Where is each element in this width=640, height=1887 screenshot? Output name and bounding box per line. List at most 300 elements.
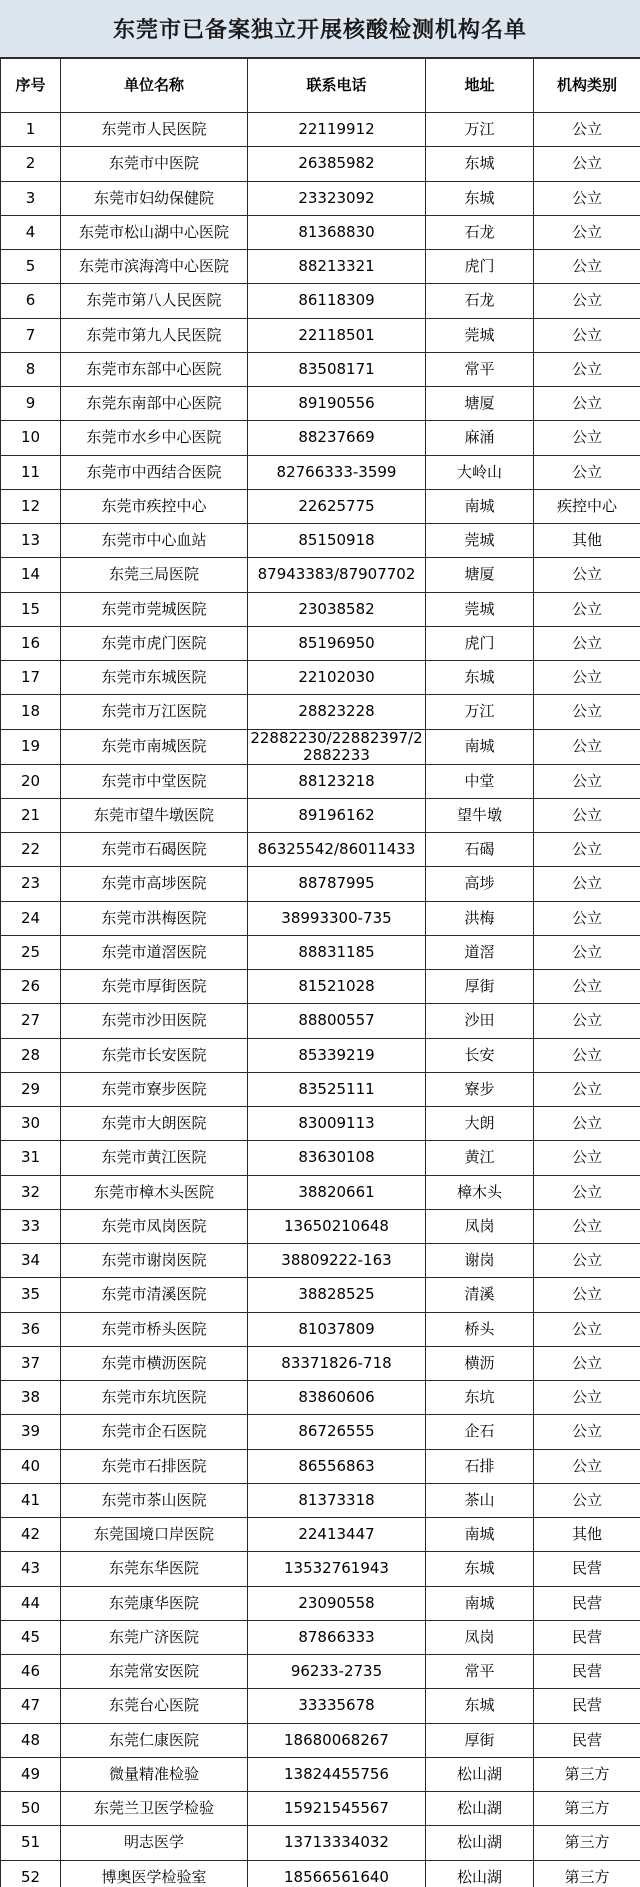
cell-unit-name: 东莞市人民医院 xyxy=(61,113,248,147)
cell-unit-name: 东莞市东部中心医院 xyxy=(61,352,248,386)
table-row xyxy=(1,387,640,421)
cell-index: 52 xyxy=(1,1860,61,1887)
cell-phone: 87866333 xyxy=(248,1620,426,1654)
header-row xyxy=(1,59,640,113)
table-row xyxy=(1,1483,640,1517)
table-row xyxy=(1,867,640,901)
table-row xyxy=(1,215,640,249)
cell-category: 其他 xyxy=(534,1518,640,1552)
table-row xyxy=(1,284,640,318)
cell-address: 松山湖 xyxy=(426,1826,534,1860)
cell-unit-name: 东莞市中堂医院 xyxy=(61,764,248,798)
table-row xyxy=(1,695,640,729)
cell-phone: 22413447 xyxy=(248,1518,426,1552)
table-row xyxy=(1,1107,640,1141)
cell-unit-name: 东莞市洪梅医院 xyxy=(61,901,248,935)
cell-address: 望牛墩 xyxy=(426,798,534,832)
cell-index: 49 xyxy=(1,1757,61,1791)
cell-category: 公立 xyxy=(534,1346,640,1380)
cell-address: 大岭山 xyxy=(426,455,534,489)
cell-index: 33 xyxy=(1,1209,61,1243)
header-phone: 联系电话 xyxy=(248,59,426,113)
table-row xyxy=(1,1826,640,1860)
cell-unit-name: 东莞市谢岗医院 xyxy=(61,1244,248,1278)
cell-index: 25 xyxy=(1,935,61,969)
cell-address: 中堂 xyxy=(426,764,534,798)
cell-phone: 86325542/86011433 xyxy=(248,833,426,867)
cell-phone: 22119912 xyxy=(248,113,426,147)
cell-category: 第三方 xyxy=(534,1792,640,1826)
cell-index: 1 xyxy=(1,113,61,147)
cell-unit-name: 东莞市凤岗医院 xyxy=(61,1209,248,1243)
table-row xyxy=(1,1518,640,1552)
cell-index: 19 xyxy=(1,729,61,764)
cell-phone: 88831185 xyxy=(248,935,426,969)
cell-index: 5 xyxy=(1,250,61,284)
cell-address: 塘厦 xyxy=(426,558,534,592)
table-row xyxy=(1,421,640,455)
cell-address: 石龙 xyxy=(426,215,534,249)
cell-unit-name: 东莞市中西结合医院 xyxy=(61,455,248,489)
title-bar xyxy=(0,0,640,58)
cell-unit-name: 东莞市中医院 xyxy=(61,147,248,181)
cell-category: 公立 xyxy=(534,1072,640,1106)
cell-phone: 88237669 xyxy=(248,421,426,455)
cell-address: 东城 xyxy=(426,661,534,695)
cell-index: 21 xyxy=(1,798,61,832)
cell-phone: 18566561640 xyxy=(248,1860,426,1887)
cell-category: 公立 xyxy=(534,318,640,352)
cell-unit-name: 东莞市厚街医院 xyxy=(61,970,248,1004)
cell-index: 46 xyxy=(1,1655,61,1689)
cell-category: 公立 xyxy=(534,1278,640,1312)
page-title: 东莞市已备案独立开展核酸检测机构名单 xyxy=(112,18,527,43)
cell-category: 公立 xyxy=(534,1004,640,1038)
cell-index: 2 xyxy=(1,147,61,181)
cell-category: 公立 xyxy=(534,558,640,592)
cell-address: 东城 xyxy=(426,181,534,215)
cell-unit-name: 东莞市万江医院 xyxy=(61,695,248,729)
cell-address: 凤岗 xyxy=(426,1209,534,1243)
table-row xyxy=(1,970,640,1004)
cell-phone: 88123218 xyxy=(248,764,426,798)
table-row xyxy=(1,1312,640,1346)
cell-address: 南城 xyxy=(426,489,534,523)
cell-unit-name: 东莞市沙田医院 xyxy=(61,1004,248,1038)
cell-index: 3 xyxy=(1,181,61,215)
cell-category: 公立 xyxy=(534,970,640,1004)
cell-phone: 15921545567 xyxy=(248,1792,426,1826)
cell-address: 洪梅 xyxy=(426,901,534,935)
cell-index: 40 xyxy=(1,1449,61,1483)
cell-phone: 88213321 xyxy=(248,250,426,284)
cell-index: 47 xyxy=(1,1689,61,1723)
cell-index: 11 xyxy=(1,455,61,489)
table-row xyxy=(1,250,640,284)
cell-category: 公立 xyxy=(534,1209,640,1243)
table-row xyxy=(1,1415,640,1449)
cell-address: 黄江 xyxy=(426,1141,534,1175)
cell-category: 公立 xyxy=(534,798,640,832)
cell-index: 27 xyxy=(1,1004,61,1038)
cell-address: 企石 xyxy=(426,1415,534,1449)
cell-index: 35 xyxy=(1,1278,61,1312)
cell-phone: 28823228 xyxy=(248,695,426,729)
header-category: 机构类别 xyxy=(534,59,640,113)
cell-category: 公立 xyxy=(534,352,640,386)
table-row xyxy=(1,935,640,969)
cell-address: 莞城 xyxy=(426,592,534,626)
cell-index: 7 xyxy=(1,318,61,352)
cell-unit-name: 东莞市东坑医院 xyxy=(61,1381,248,1415)
cell-address: 凤岗 xyxy=(426,1620,534,1654)
cell-phone: 13532761943 xyxy=(248,1552,426,1586)
table-row xyxy=(1,1381,640,1415)
cell-phone: 13824455756 xyxy=(248,1757,426,1791)
table-row xyxy=(1,1278,640,1312)
cell-unit-name: 东莞市东城医院 xyxy=(61,661,248,695)
cell-index: 22 xyxy=(1,833,61,867)
cell-index: 18 xyxy=(1,695,61,729)
cell-category: 公立 xyxy=(534,113,640,147)
cell-unit-name: 东莞市横沥医院 xyxy=(61,1346,248,1380)
cell-category: 民营 xyxy=(534,1723,640,1757)
cell-unit-name: 东莞市第九人民医院 xyxy=(61,318,248,352)
cell-address: 寮步 xyxy=(426,1072,534,1106)
cell-phone: 22625775 xyxy=(248,489,426,523)
table-row xyxy=(1,1141,640,1175)
cell-phone: 33335678 xyxy=(248,1689,426,1723)
table-row xyxy=(1,764,640,798)
cell-address: 厚街 xyxy=(426,1723,534,1757)
cell-address: 厚街 xyxy=(426,970,534,1004)
cell-unit-name: 东莞兰卫医学检验 xyxy=(61,1792,248,1826)
cell-address: 东坑 xyxy=(426,1381,534,1415)
table-row xyxy=(1,1655,640,1689)
cell-index: 8 xyxy=(1,352,61,386)
cell-address: 横沥 xyxy=(426,1346,534,1380)
cell-phone: 83860606 xyxy=(248,1381,426,1415)
cell-category: 第三方 xyxy=(534,1757,640,1791)
cell-address: 谢岗 xyxy=(426,1244,534,1278)
cell-index: 38 xyxy=(1,1381,61,1415)
cell-phone: 22118501 xyxy=(248,318,426,352)
cell-category: 民营 xyxy=(534,1655,640,1689)
table-row xyxy=(1,1346,640,1380)
cell-index: 4 xyxy=(1,215,61,249)
cell-unit-name: 微量精准检验 xyxy=(61,1757,248,1791)
cell-category: 公立 xyxy=(534,1107,640,1141)
cell-category: 公立 xyxy=(534,1449,640,1483)
table-row xyxy=(1,181,640,215)
cell-category: 第三方 xyxy=(534,1826,640,1860)
cell-unit-name: 东莞市茶山医院 xyxy=(61,1483,248,1517)
cell-unit-name: 东莞三局医院 xyxy=(61,558,248,592)
cell-index: 29 xyxy=(1,1072,61,1106)
cell-unit-name: 东莞市莞城医院 xyxy=(61,592,248,626)
cell-category: 公立 xyxy=(534,1415,640,1449)
cell-unit-name: 东莞市滨海湾中心医院 xyxy=(61,250,248,284)
cell-unit-name: 东莞市企石医院 xyxy=(61,1415,248,1449)
cell-index: 37 xyxy=(1,1346,61,1380)
cell-phone: 26385982 xyxy=(248,147,426,181)
cell-index: 41 xyxy=(1,1483,61,1517)
cell-category: 公立 xyxy=(534,695,640,729)
cell-category: 民营 xyxy=(534,1689,640,1723)
table-row xyxy=(1,113,640,147)
cell-category: 公立 xyxy=(534,215,640,249)
cell-unit-name: 东莞市樟木头医院 xyxy=(61,1175,248,1209)
table-row xyxy=(1,489,640,523)
cell-unit-name: 东莞东华医院 xyxy=(61,1552,248,1586)
table-row xyxy=(1,1038,640,1072)
table-row xyxy=(1,558,640,592)
cell-category: 民营 xyxy=(534,1620,640,1654)
cell-category: 公立 xyxy=(534,1141,640,1175)
cell-category: 公立 xyxy=(534,626,640,660)
cell-phone: 89196162 xyxy=(248,798,426,832)
cell-phone: 83009113 xyxy=(248,1107,426,1141)
table-row xyxy=(1,1586,640,1620)
cell-category: 公立 xyxy=(534,1483,640,1517)
table-row xyxy=(1,1072,640,1106)
cell-address: 常平 xyxy=(426,1655,534,1689)
cell-index: 51 xyxy=(1,1826,61,1860)
cell-unit-name: 东莞市长安医院 xyxy=(61,1038,248,1072)
cell-phone: 13650210648 xyxy=(248,1209,426,1243)
cell-category: 公立 xyxy=(534,661,640,695)
cell-phone: 96233-2735 xyxy=(248,1655,426,1689)
table-row xyxy=(1,1244,640,1278)
cell-index: 20 xyxy=(1,764,61,798)
cell-unit-name: 东莞市清溪医院 xyxy=(61,1278,248,1312)
cell-address: 樟木头 xyxy=(426,1175,534,1209)
cell-unit-name: 东莞广济医院 xyxy=(61,1620,248,1654)
cell-phone: 82766333-3599 xyxy=(248,455,426,489)
cell-index: 16 xyxy=(1,626,61,660)
cell-index: 43 xyxy=(1,1552,61,1586)
cell-unit-name: 东莞市高埗医院 xyxy=(61,867,248,901)
cell-category: 公立 xyxy=(534,867,640,901)
cell-phone: 85196950 xyxy=(248,626,426,660)
table-row xyxy=(1,1723,640,1757)
table-row xyxy=(1,1175,640,1209)
cell-category: 公立 xyxy=(534,387,640,421)
cell-address: 清溪 xyxy=(426,1278,534,1312)
cell-category: 疾控中心 xyxy=(534,489,640,523)
cell-category: 公立 xyxy=(534,1244,640,1278)
cell-unit-name: 东莞市南城医院 xyxy=(61,729,248,764)
cell-phone: 38828525 xyxy=(248,1278,426,1312)
cell-address: 虎门 xyxy=(426,626,534,660)
cell-index: 42 xyxy=(1,1518,61,1552)
cell-index: 28 xyxy=(1,1038,61,1072)
cell-category: 公立 xyxy=(534,833,640,867)
cell-address: 茶山 xyxy=(426,1483,534,1517)
table-row xyxy=(1,901,640,935)
cell-phone: 89190556 xyxy=(248,387,426,421)
cell-index: 34 xyxy=(1,1244,61,1278)
cell-phone: 85150918 xyxy=(248,524,426,558)
cell-unit-name: 东莞市妇幼保健院 xyxy=(61,181,248,215)
table-row xyxy=(1,1004,640,1038)
cell-phone: 81037809 xyxy=(248,1312,426,1346)
cell-address: 长安 xyxy=(426,1038,534,1072)
cell-unit-name: 东莞市石碣医院 xyxy=(61,833,248,867)
cell-address: 道滘 xyxy=(426,935,534,969)
cell-index: 31 xyxy=(1,1141,61,1175)
cell-index: 12 xyxy=(1,489,61,523)
cell-index: 45 xyxy=(1,1620,61,1654)
cell-category: 公立 xyxy=(534,250,640,284)
cell-category: 公立 xyxy=(534,147,640,181)
cell-unit-name: 东莞东南部中心医院 xyxy=(61,387,248,421)
cell-phone: 22102030 xyxy=(248,661,426,695)
cell-address: 东城 xyxy=(426,1552,534,1586)
cell-phone: 22882230/22882397/22882233 xyxy=(248,729,426,764)
cell-category: 公立 xyxy=(534,1312,640,1346)
cell-phone: 83630108 xyxy=(248,1141,426,1175)
cell-unit-name: 东莞仁康医院 xyxy=(61,1723,248,1757)
table-row xyxy=(1,798,640,832)
cell-index: 50 xyxy=(1,1792,61,1826)
cell-unit-name: 东莞市桥头医院 xyxy=(61,1312,248,1346)
cell-unit-name: 东莞市黄江医院 xyxy=(61,1141,248,1175)
table-row xyxy=(1,661,640,695)
cell-phone: 23090558 xyxy=(248,1586,426,1620)
cell-unit-name: 东莞康华医院 xyxy=(61,1586,248,1620)
institution-table xyxy=(0,58,640,1887)
cell-index: 14 xyxy=(1,558,61,592)
cell-address: 莞城 xyxy=(426,524,534,558)
cell-index: 44 xyxy=(1,1586,61,1620)
header-address: 地址 xyxy=(426,59,534,113)
cell-index: 15 xyxy=(1,592,61,626)
table-row xyxy=(1,318,640,352)
cell-phone: 18680068267 xyxy=(248,1723,426,1757)
cell-phone: 83525111 xyxy=(248,1072,426,1106)
table-row xyxy=(1,147,640,181)
cell-index: 23 xyxy=(1,867,61,901)
cell-index: 6 xyxy=(1,284,61,318)
cell-address: 大朗 xyxy=(426,1107,534,1141)
cell-category: 公立 xyxy=(534,181,640,215)
table-row xyxy=(1,1552,640,1586)
table-row xyxy=(1,1620,640,1654)
table-row xyxy=(1,1209,640,1243)
cell-address: 松山湖 xyxy=(426,1860,534,1887)
cell-address: 高埗 xyxy=(426,867,534,901)
cell-index: 48 xyxy=(1,1723,61,1757)
cell-address: 石龙 xyxy=(426,284,534,318)
cell-address: 南城 xyxy=(426,729,534,764)
cell-unit-name: 东莞市望牛墩医院 xyxy=(61,798,248,832)
cell-unit-name: 明志医学 xyxy=(61,1826,248,1860)
cell-category: 公立 xyxy=(534,421,640,455)
cell-unit-name: 东莞市中心血站 xyxy=(61,524,248,558)
cell-phone: 23038582 xyxy=(248,592,426,626)
cell-category: 其他 xyxy=(534,524,640,558)
table-row xyxy=(1,833,640,867)
table-row xyxy=(1,1689,640,1723)
cell-address: 松山湖 xyxy=(426,1757,534,1791)
cell-phone: 38993300-735 xyxy=(248,901,426,935)
cell-address: 万江 xyxy=(426,113,534,147)
cell-unit-name: 博奥医学检验室 xyxy=(61,1860,248,1887)
cell-index: 17 xyxy=(1,661,61,695)
cell-phone: 81373318 xyxy=(248,1483,426,1517)
table-row xyxy=(1,524,640,558)
cell-address: 南城 xyxy=(426,1586,534,1620)
cell-category: 公立 xyxy=(534,1175,640,1209)
cell-phone: 88800557 xyxy=(248,1004,426,1038)
cell-phone: 38820661 xyxy=(248,1175,426,1209)
table-row xyxy=(1,1792,640,1826)
table-row xyxy=(1,1449,640,1483)
cell-address: 莞城 xyxy=(426,318,534,352)
cell-unit-name: 东莞台心医院 xyxy=(61,1689,248,1723)
cell-address: 松山湖 xyxy=(426,1792,534,1826)
cell-unit-name: 东莞市石排医院 xyxy=(61,1449,248,1483)
cell-address: 虎门 xyxy=(426,250,534,284)
table-row xyxy=(1,1757,640,1791)
cell-phone: 81368830 xyxy=(248,215,426,249)
cell-phone: 13713334032 xyxy=(248,1826,426,1860)
cell-phone: 88787995 xyxy=(248,867,426,901)
cell-index: 26 xyxy=(1,970,61,1004)
cell-unit-name: 东莞市水乡中心医院 xyxy=(61,421,248,455)
cell-category: 民营 xyxy=(534,1552,640,1586)
cell-address: 东城 xyxy=(426,147,534,181)
cell-index: 39 xyxy=(1,1415,61,1449)
header-unit-name: 单位名称 xyxy=(61,59,248,113)
cell-index: 9 xyxy=(1,387,61,421)
cell-address: 桥头 xyxy=(426,1312,534,1346)
header-index: 序号 xyxy=(1,59,61,113)
cell-unit-name: 东莞市道滘医院 xyxy=(61,935,248,969)
cell-phone: 81521028 xyxy=(248,970,426,1004)
cell-address: 沙田 xyxy=(426,1004,534,1038)
table-row xyxy=(1,455,640,489)
cell-address: 常平 xyxy=(426,352,534,386)
cell-category: 公立 xyxy=(534,592,640,626)
cell-index: 30 xyxy=(1,1107,61,1141)
cell-category: 第三方 xyxy=(534,1860,640,1887)
cell-category: 公立 xyxy=(534,455,640,489)
cell-unit-name: 东莞市第八人民医院 xyxy=(61,284,248,318)
cell-phone: 38809222-163 xyxy=(248,1244,426,1278)
cell-category: 公立 xyxy=(534,1038,640,1072)
cell-unit-name: 东莞市大朗医院 xyxy=(61,1107,248,1141)
cell-index: 13 xyxy=(1,524,61,558)
cell-index: 10 xyxy=(1,421,61,455)
table-row xyxy=(1,352,640,386)
cell-category: 民营 xyxy=(534,1586,640,1620)
cell-phone: 87943383/87907702 xyxy=(248,558,426,592)
cell-unit-name: 东莞国境口岸医院 xyxy=(61,1518,248,1552)
cell-category: 公立 xyxy=(534,935,640,969)
cell-index: 24 xyxy=(1,901,61,935)
cell-address: 万江 xyxy=(426,695,534,729)
cell-address: 东城 xyxy=(426,1689,534,1723)
cell-index: 32 xyxy=(1,1175,61,1209)
cell-unit-name: 东莞市虎门医院 xyxy=(61,626,248,660)
cell-index: 36 xyxy=(1,1312,61,1346)
cell-phone: 83508171 xyxy=(248,352,426,386)
cell-address: 麻涌 xyxy=(426,421,534,455)
cell-unit-name: 东莞市寮步医院 xyxy=(61,1072,248,1106)
cell-category: 公立 xyxy=(534,284,640,318)
